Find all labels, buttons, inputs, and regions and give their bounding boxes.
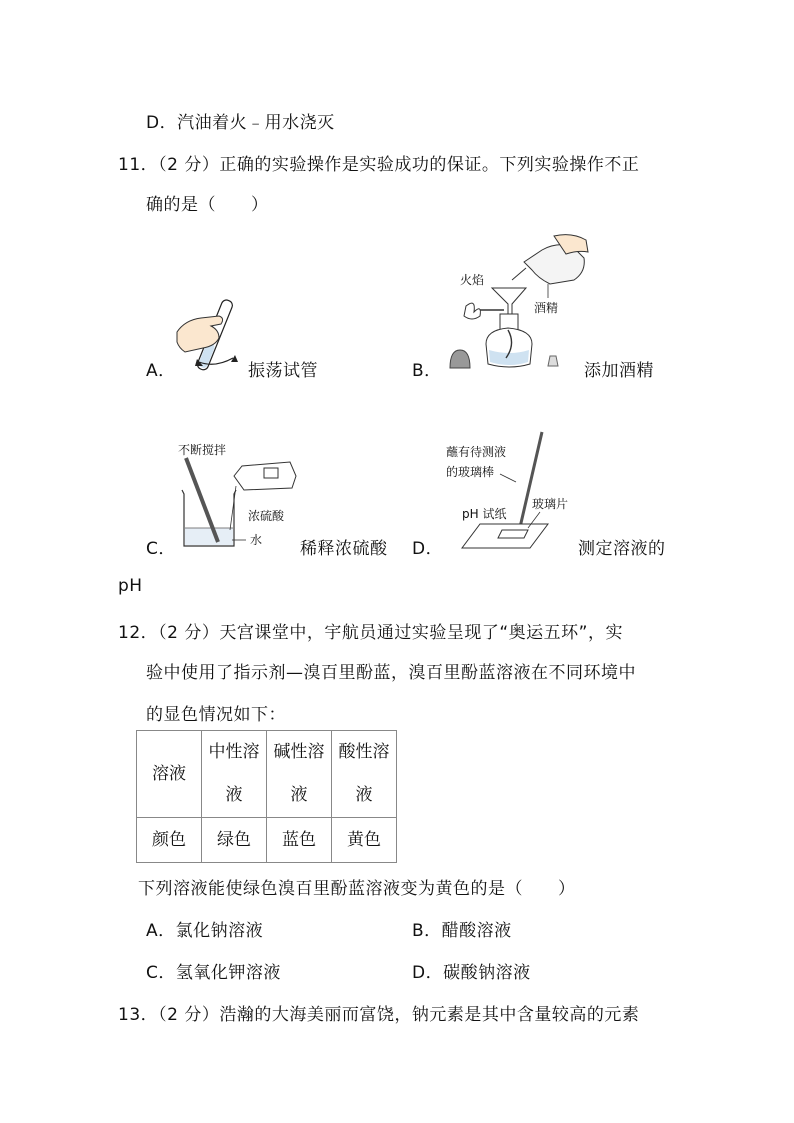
- option-letter: A．: [146, 921, 176, 941]
- cell-text: 碱性溶液: [273, 742, 325, 805]
- q11-stem-line2: 确的是（ ）: [146, 195, 269, 215]
- label-glass: 玻璃片: [532, 497, 569, 511]
- table-header-cell: 溶液: [137, 731, 202, 818]
- question-text: （2 分）正确的实验操作是实验成功的保证。下列实验操作不正: [158, 155, 640, 175]
- table-header-cell: [267, 731, 332, 818]
- label-rod-line1: 蘸有待测液: [446, 445, 507, 459]
- cell-text: 中性溶液: [208, 742, 260, 805]
- question-number: 11．: [118, 155, 159, 175]
- option-letter: D．: [412, 539, 444, 559]
- option-letter: B．: [412, 361, 442, 381]
- q13-stem-line1: [118, 1000, 639, 1025]
- label-ph-paper: pH 试纸: [462, 507, 507, 521]
- option-text: 碳酸钠溶液: [443, 963, 531, 983]
- table-cell: 黄色: [332, 818, 397, 863]
- option-letter: D．: [412, 963, 444, 983]
- table-cell: 颜色: [137, 818, 202, 863]
- option-letter: B．: [412, 921, 442, 941]
- table-cell: 绿色: [202, 818, 267, 863]
- figure-measure-ph: [444, 428, 574, 556]
- figure-dilute-sulfuric-acid: [172, 440, 302, 556]
- q12-stem-line1: [118, 618, 623, 643]
- option-text: 氯化钠溶液: [175, 921, 264, 941]
- q12-stem-line2: 验中使用了指示剂—溴百里酚蓝，溴百里酚蓝溶液在不同环境中: [146, 663, 636, 683]
- table-header-cell: [202, 731, 267, 818]
- q11-option-d-tail: pH: [118, 576, 143, 596]
- table-row: [137, 731, 397, 818]
- q11-option-d: [412, 534, 443, 559]
- q11-option-a-text: 振荡试管: [248, 361, 318, 381]
- option-letter: A．: [146, 361, 176, 381]
- label-water: 水: [250, 533, 263, 547]
- question-text: （2 分）浩瀚的大海美丽而富饶，钠元素是其中含量较高的元素: [158, 1005, 640, 1025]
- q12-stem-line3: 的显色情况如下：: [146, 705, 286, 725]
- q11-option-d-text: 测定溶液的: [578, 539, 666, 559]
- option-letter: C．: [146, 539, 176, 559]
- label-alcohol: 酒精: [534, 301, 559, 315]
- option-text: 汽油着火﹣用水浇灭: [177, 113, 335, 133]
- q10-option-d: [146, 108, 335, 133]
- figure-shake-test-tube: [175, 296, 251, 382]
- q12-option-b: [412, 916, 512, 941]
- q11-option-c-text: 稀释浓硫酸: [300, 539, 388, 559]
- option-letter: C．: [146, 963, 176, 983]
- q11-stem-line1: [118, 150, 639, 175]
- q12-option-c: [146, 958, 281, 983]
- question-text: （2 分）天宫课堂中，宇航员通过实验呈现了“奥运五环”，实: [158, 623, 623, 643]
- label-stir: 不断搅拌: [178, 443, 227, 457]
- question-number: 12．: [118, 623, 159, 643]
- q12-option-d: [412, 958, 531, 983]
- figure-add-alcohol: [446, 232, 592, 378]
- q11-option-a: [146, 356, 176, 381]
- option-letter: D．: [146, 113, 178, 133]
- label-acid: 浓硫酸: [248, 509, 285, 523]
- q11-option-b: [412, 356, 442, 381]
- q11-option-b-text: 添加酒精: [584, 361, 654, 381]
- table-header-cell: [332, 731, 397, 818]
- question-number: 13．: [118, 1005, 159, 1025]
- option-text: 氢氧化钾溶液: [175, 963, 281, 983]
- table-cell: 蓝色: [267, 818, 332, 863]
- table-row: [137, 818, 397, 863]
- cell-text: 酸性溶液: [338, 742, 390, 805]
- label-rod-line2: 的玻璃棒: [446, 465, 495, 479]
- label-flame: 火焰: [460, 273, 485, 287]
- q12-question: 下列溶液能使绿色溴百里酚蓝溶液变为黄色的是（ ）: [138, 879, 576, 899]
- q11-option-c: [146, 534, 176, 559]
- indicator-color-table: [136, 730, 397, 863]
- option-text: 醋酸溶液: [441, 921, 512, 941]
- q12-option-a: [146, 916, 263, 941]
